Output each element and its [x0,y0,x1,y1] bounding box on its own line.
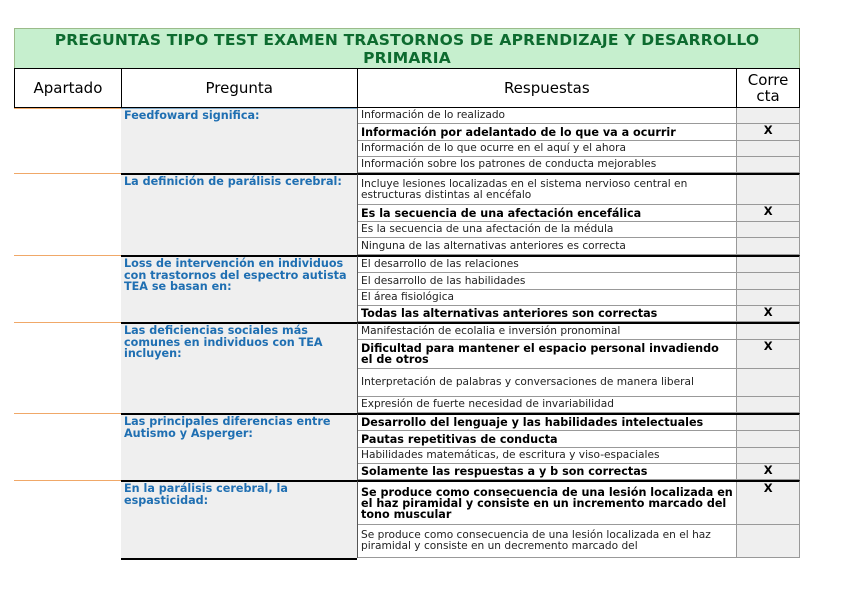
apartado-cell [14,480,121,558]
answer-text: El desarrollo de las relaciones [358,257,736,273]
answer-row [357,340,800,369]
correct-mark [736,431,799,448]
answer-row [357,397,800,413]
answer-list [357,480,800,558]
answer-list [357,108,800,173]
answer-row [357,431,800,448]
question-group [14,480,800,558]
answer-row [357,413,800,431]
answer-row [357,480,800,525]
answer-text: Se produce como consecuencia de una lesión localizada en el haz piramidal y consiste en un incremento marcado del tono muscular [358,482,736,525]
answer-row [357,238,800,255]
answer-row [357,124,800,141]
answer-text: Información de lo realizado [358,108,736,124]
answer-text: Información de lo que ocurre en el aquí y el ahora [358,141,736,157]
answer-text: Manifestación de ecolalia e inversión pronominal [358,324,736,340]
correct-mark [736,238,799,255]
answer-text: Todas las alternativas anteriores son correctas [358,306,736,322]
correct-mark [736,157,799,173]
answer-text: Incluye lesiones localizadas en el sistema nervioso central en estructuras distintas al encéfalo [358,175,736,205]
answer-text: Solamente las respuestas a y b son correctas [358,464,736,480]
answer-text: Pautas repetitivas de conducta [358,431,736,448]
correct-mark: X [736,340,799,369]
header-respuestas: Respuestas [357,69,737,107]
answer-list [357,322,800,413]
answer-text: Dificultad para mantener el espacio personal invadiendo el de otros [358,340,736,369]
header-pregunta: Pregunta [121,69,357,107]
header-correcta [736,69,799,107]
answer-row [357,108,800,124]
question-text: Loss de intervención en individuos con trastornos del espectro autista TEA se basan en: [121,255,357,322]
header-apartado: Apartado [14,69,121,107]
apartado-cell [14,255,121,322]
question-group [14,413,800,480]
question-text: Feedfoward significa: [121,108,357,173]
answer-row [357,525,800,558]
correct-mark [736,257,799,273]
answer-text: El desarrollo de las habilidades [358,273,736,290]
answer-text: El área fisiológica [358,290,736,306]
correct-mark: X [736,482,799,525]
answer-row [357,464,800,480]
answer-text: Información sobre los patrones de conducta mejorables [358,157,736,173]
question-text: La definición de parálisis cerebral: [121,173,357,255]
apartado-cell [14,108,121,173]
question-group [14,255,800,322]
correct-mark [736,175,799,205]
answer-text: Es la secuencia de una afectación encefálica [358,205,736,222]
answer-row [357,205,800,222]
answer-row [357,273,800,290]
question-text: Las principales diferencias entre Autismo y Asperger: [121,413,357,480]
answer-text: Información por adelantado de lo que va a ocurrir [358,124,736,141]
answer-text: Ninguna de las alternativas anteriores es correcta [358,238,736,255]
correct-mark: X [736,124,799,141]
sheet-title: PREGUNTAS TIPO TEST EXAMEN TRASTORNOS DE APRENDIZAJE Y DESARROLLO PRIMARIA [14,28,800,68]
answer-list [357,413,800,480]
answer-row [357,306,800,322]
answer-text: Interpretación de palabras y conversaciones de manera liberal [358,369,736,397]
correct-mark [736,108,799,124]
answer-text: Se produce como consecuencia de una lesión localizada en el haz piramidal y consiste en un decremento marcado del [358,525,736,558]
correct-mark [736,397,799,413]
header-row [14,68,800,108]
answer-row [357,290,800,306]
correct-mark [736,273,799,290]
answer-row [357,173,800,205]
answer-row [357,222,800,238]
table-bottom-border [121,558,357,560]
question-text: En la parálisis cerebral, la espasticidad: [121,480,357,558]
answer-row [357,141,800,157]
correct-mark [736,290,799,306]
correct-mark [736,415,799,431]
answer-text: Desarrollo del lenguaje y las habilidades intelectuales [358,415,736,431]
correct-mark [736,141,799,157]
apartado-cell [14,413,121,480]
answer-row [357,157,800,173]
question-group [14,108,800,173]
question-text: Las deficiencias sociales más comunes en individuos con TEA incluyen: [121,322,357,413]
correct-mark: X [736,205,799,222]
correct-mark: X [736,306,799,322]
answer-text: Habilidades matemáticas, de escritura y viso-espaciales [358,448,736,464]
question-group [14,173,800,255]
answer-list [357,255,800,322]
correct-mark [736,369,799,397]
answer-row [357,369,800,397]
answer-text: Expresión de fuerte necesidad de invariabilidad [358,397,736,413]
apartado-cell [14,322,121,413]
correct-mark [736,525,799,558]
question-sheet [14,28,800,560]
correct-mark: X [736,464,799,480]
correct-mark [736,222,799,238]
answer-row [357,322,800,340]
correct-mark [736,324,799,340]
header-correcta-label: Correcta [747,71,789,105]
answer-row [357,448,800,464]
question-list [14,108,800,560]
answer-row [357,255,800,273]
correct-mark [736,448,799,464]
apartado-cell [14,173,121,255]
answer-list [357,173,800,255]
question-group [14,322,800,413]
answer-text: Es la secuencia de una afectación de la médula [358,222,736,238]
